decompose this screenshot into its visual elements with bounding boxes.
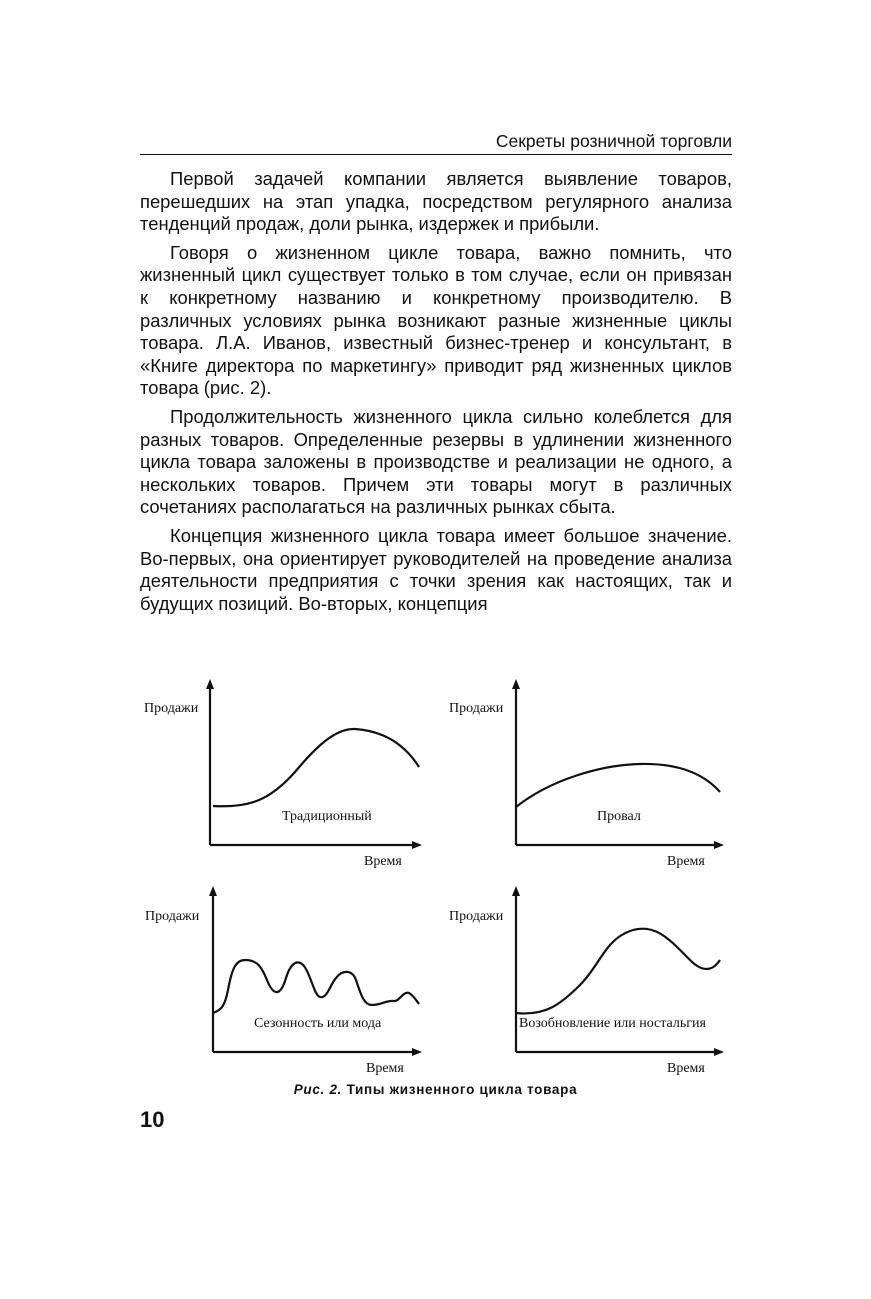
caption-number: Рис. 2. [293,1082,343,1097]
running-title: Секреты розничной торговли [495,131,732,151]
figure-caption [0,1082,871,1097]
x-axis-label: Время [364,854,402,869]
x-axis-label: Время [667,854,705,869]
curve [213,729,419,806]
y-axis-label: Продажи [144,701,199,716]
panel-seasonality [145,891,419,1076]
panel-title: Провал [597,809,641,824]
panel-title: Традиционный [282,809,372,824]
page-number: 10 [140,1107,165,1132]
running-header [140,130,732,155]
y-axis-label: Продажи [449,701,504,716]
curve [516,929,720,1014]
panel-failure [449,684,720,869]
panel-title: Возобновление или ностальгия [519,1016,706,1031]
x-axis-label: Время [667,1061,705,1076]
caption-text: Типы жизненного цикла товара [346,1082,578,1097]
paragraph-2: Говоря о жизненном цикле товара, важно помнить, что жизненный цикл существует только в том случае, если он привязан к конкретному названию и конкретному производителю. В различных условиях рынка возникают разные жизненные циклы товара. Л.А. Иванов, известный бизнес-тренер и консультант, в «Книге директора по маркетингу» приводит ряд жизненных циклов товара (рис. 2). [140,241,732,399]
panel-revival [449,891,720,1076]
curve [516,764,720,807]
x-axis-label: Время [366,1061,404,1076]
panel-title: Сезонность или мода [254,1016,382,1031]
y-axis-label: Продажи [449,909,504,924]
body-text [140,168,732,621]
paragraph-3: Продолжительность жизненного цикла сильно колеблется для разных товаров. Определенные резервы в удлинении жизненного цикла товара заложены в производстве и реализации не одного, а нескольких товаров. Причем эти товары могут в различных сочетаниях располагаться на различных рынках сбыта. [140,405,732,518]
panel-traditional [144,684,419,869]
paragraph-1: Первой задачей компании является выявление товаров, перешедших на этап упадка, посредством регулярного анализа тенденций продаж, доли рынка, издержек и прибыли. [140,168,732,235]
y-axis-label: Продажи [145,909,200,924]
paragraph-4: Концепция жизненного цикла товара имеет большое значение. Во-первых, она ориентирует руководителей на проведение анализа деятельности предприятия с точки зрения как настоящих, так и будущих позиций. Во-вторых, концепция [140,524,732,614]
curve [213,960,419,1013]
